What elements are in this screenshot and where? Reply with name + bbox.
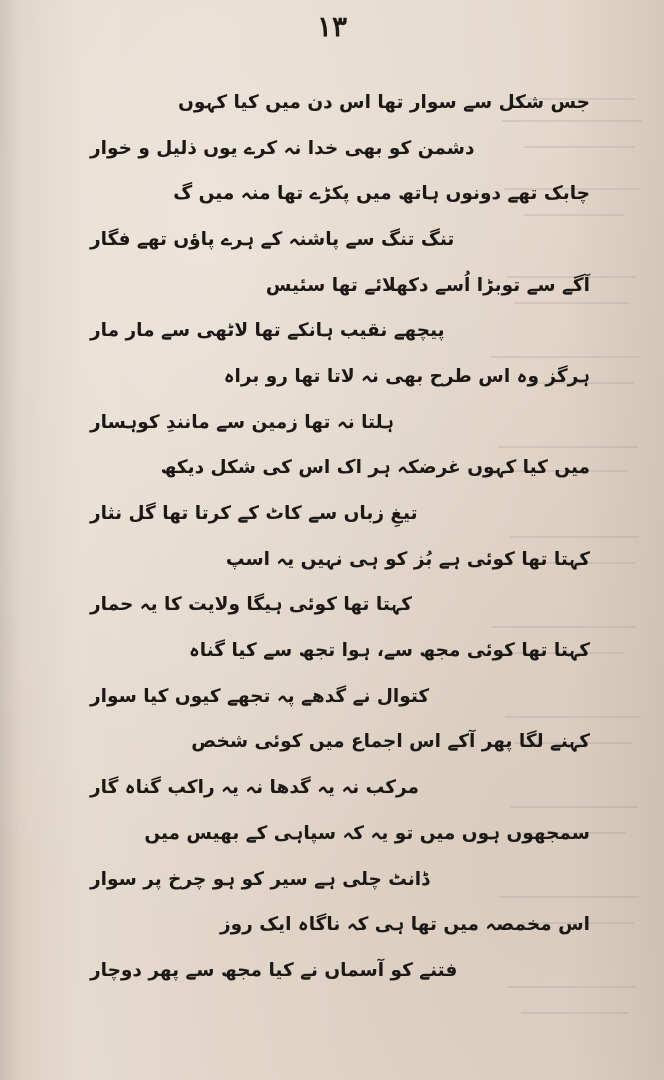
poem-body: [88, 80, 598, 994]
couplet: [88, 720, 598, 811]
couplet: [88, 354, 598, 445]
couplet-second-line: ڈانٹ چلی ہے سیر کو ہو چرخ پر سوار: [90, 868, 430, 890]
couplet: [88, 811, 598, 902]
couplet-first-line: ہرگز وہ اس طرح بھی نہ لاتا تھا رو براہ: [223, 365, 590, 387]
couplet-first-line: سمجھوں ہوں میں تو یہ کہ سپاہی کے بھیس میں: [144, 822, 590, 844]
couplet: [88, 80, 598, 171]
couplet-second-line: ہلتا نہ تھا زمین سے مانندِ کوہسار: [90, 411, 394, 433]
couplet: [88, 537, 598, 628]
couplet-first-line: چابک تھے دونوں ہاتھ میں پکڑے تھا منہ میں گ: [173, 183, 590, 205]
couplet-first-line: کہنے لگا پھر آکے اس اجماع میں کوئی شخص: [191, 731, 590, 753]
couplet-first-line: آگے سے توبڑا اُسے دکھلائے تھا سئیس: [265, 274, 590, 296]
couplet-second-line: کتوال نے گدھے پہ تجھے کیوں کیا سوار: [90, 685, 430, 707]
couplet: [88, 446, 598, 537]
couplet-first-line: کہتا تھا کوئی ہے بُز کو ہی نہیں یہ اسپ: [225, 548, 590, 570]
couplet-second-line: تنگ تنگ سے پاشنہ کے ہرے پاؤں تھے فگار: [90, 228, 455, 250]
couplet-second-line: تیغِ زباں سے کاٹ کے کرتا تھا گل نثار: [90, 503, 418, 525]
couplet: [88, 171, 598, 262]
couplet-second-line: مرکب نہ یہ گدھا نہ یہ راکب گناہ گار: [90, 777, 419, 799]
couplet-first-line: جس شکل سے سوار تھا اس دن میں کیا کہوں: [178, 91, 590, 113]
couplet-first-line: میں کیا کہوں غرضکہ ہر اک اس کی شکل دیکھ: [160, 457, 590, 479]
couplet-first-line: کہتا تھا کوئی مجھ سے، ہوا تجھ سے کیا گناہ: [188, 640, 590, 662]
couplet-second-line: فتنے کو آسماں نے کیا مجھ سے پھر دوچار: [90, 959, 458, 981]
couplet-second-line: کہتا تھا کوئی ہیگا ولایت کا یہ حمار: [90, 594, 413, 616]
couplet: [88, 902, 598, 993]
couplet-second-line: پیچھے نقیب ہانکے تھا لاٹھی سے مار مار: [90, 320, 445, 342]
couplet-first-line: اس مخمصہ میں تھا ہی کہ ناگاہ ایک روز: [219, 914, 590, 936]
couplet: [88, 263, 598, 354]
couplet-second-line: دشمن کو بھی خدا نہ کرے یوں ذلیل و خوار: [90, 137, 475, 159]
page-number: ۱۳: [316, 10, 348, 43]
couplet: [88, 628, 598, 719]
